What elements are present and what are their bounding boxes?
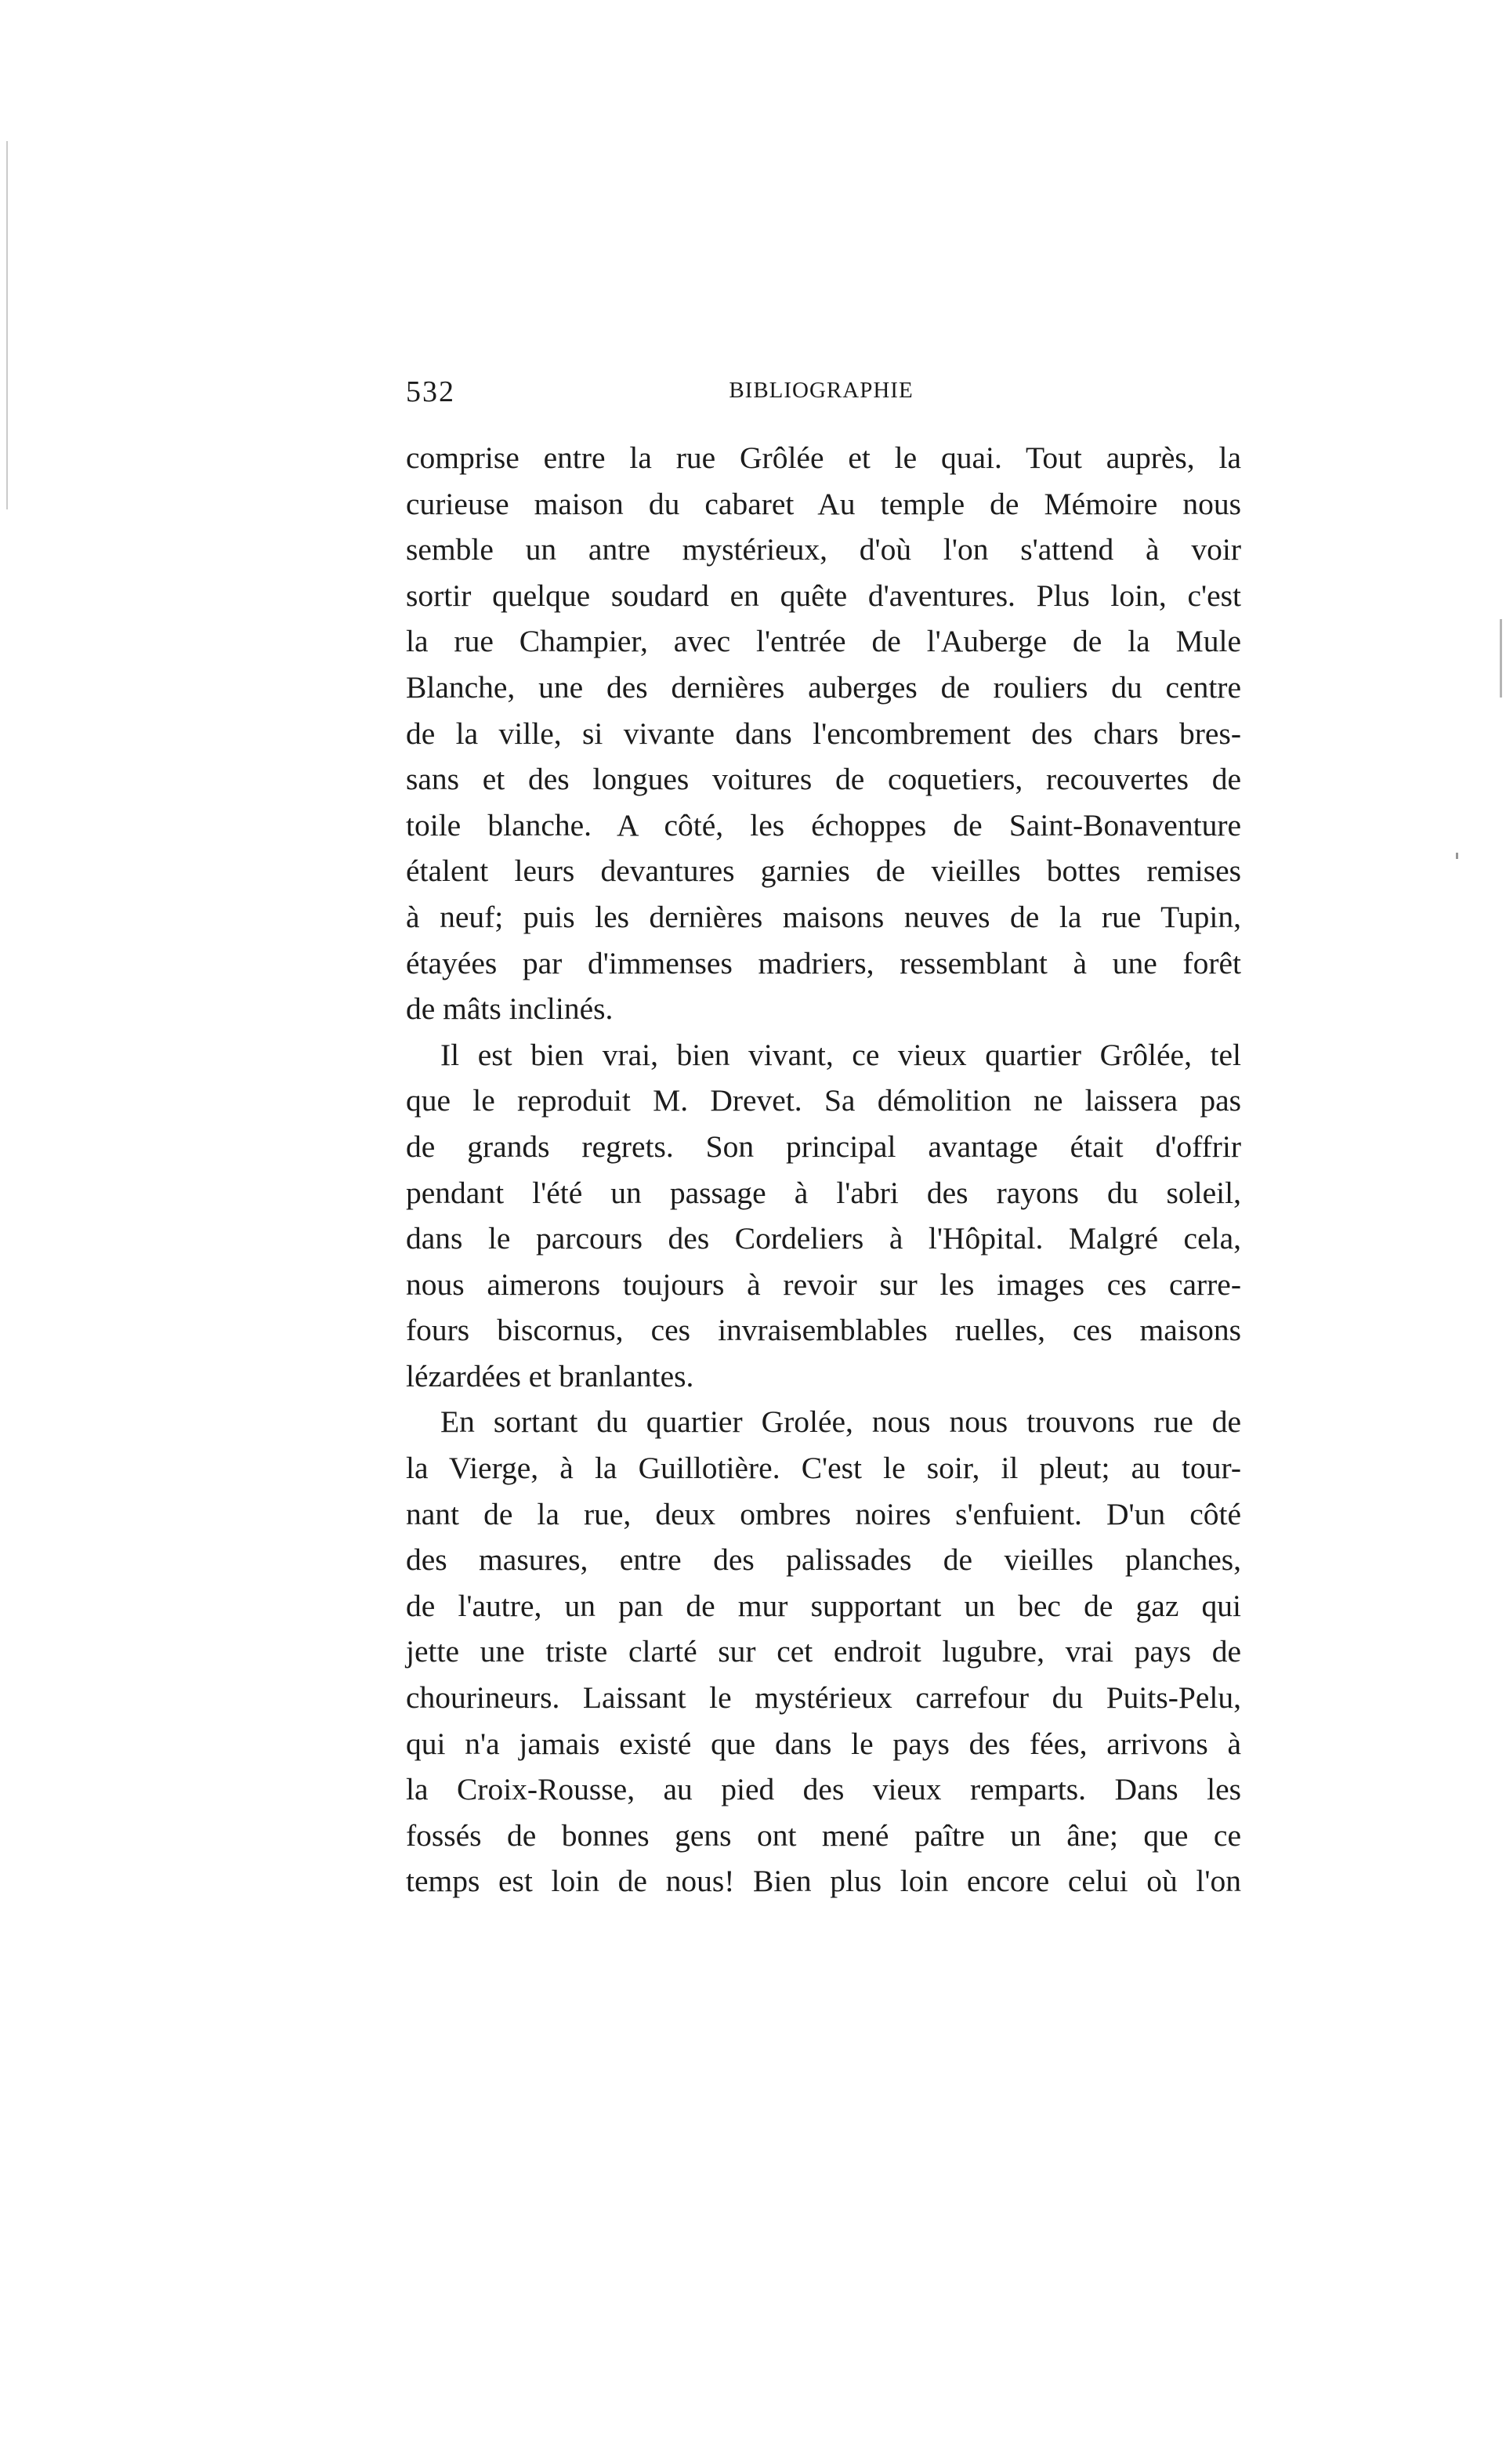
running-head: BIBLIOGRAPHIE (729, 378, 914, 403)
page-number: 532 (406, 375, 455, 408)
text-line: jette une triste clarté sur cet endroit lugubre, vrai pays de (406, 1634, 1241, 1669)
text-line: Il est bien vrai, bien vivant, ce vieux quartier Grôlée, tel (440, 1037, 1241, 1072)
text-line: pendant l'été un passage à l'abri des rayons du soleil, (406, 1175, 1241, 1210)
text-line: la Croix-Rousse, au pied des vieux remparts. Dans les (406, 1772, 1241, 1807)
paragraph (406, 1399, 1241, 1904)
text-line: curieuse maison du cabaret Au temple de Mémoire nous (406, 486, 1241, 521)
text-line: de mâts inclinés. (406, 991, 614, 1027)
text-line: étalent leurs devantures garnies de vieilles bottes remises (406, 853, 1241, 889)
scan-mark (1500, 619, 1502, 698)
paragraph (406, 1032, 1241, 1400)
text-line: la Vierge, à la Guillotière. C'est le soir, il pleut; au tour- (406, 1451, 1241, 1486)
text-line: chourineurs. Laissant le mystérieux carrefour du Puits-Pelu, (406, 1680, 1241, 1716)
text-line: sans et des longues voitures de coquetiers, recouvertes de (406, 762, 1241, 797)
text-line: nous aimerons toujours à revoir sur les images ces carre- (406, 1266, 1241, 1302)
text-line: de l'autre, un pan de mur supportant un bec de gaz qui (406, 1588, 1241, 1623)
text-line: de grands regrets. Son principal avantage était d'offrir (406, 1129, 1241, 1164)
text-line: Blanche, une des dernières auberges de rouliers du centre (406, 669, 1241, 705)
scan-mark (6, 141, 8, 509)
text-line: toile blanche. A côté, les échoppes de Saint-Bonaventure (406, 807, 1241, 842)
text-line: la rue Champier, avec l'entrée de l'Auberge de la Mule (406, 624, 1241, 659)
text-line: que le reproduit M. Drevet. Sa démolition ne laissera pas (406, 1083, 1241, 1118)
text-line: fossés de bonnes gens ont mené paître un âne; que ce (406, 1817, 1241, 1853)
text-line: fours biscornus, ces invraisemblables ruelles, ces maisons (406, 1313, 1241, 1348)
text-line: des masures, entre des palissades de vieilles planches, (406, 1542, 1241, 1578)
page-header (406, 375, 1236, 422)
text-line: En sortant du quartier Grolée, nous nous trouvons rue de (440, 1404, 1241, 1440)
paragraph (406, 435, 1241, 1032)
text-line: comprise entre la rue Grôlée et le quai. Tout auprès, la (406, 440, 1241, 475)
text-line: nant de la rue, deux ombres noires s'enfuient. D'un côté (406, 1496, 1241, 1531)
text-line: temps est loin de nous! Bien plus loin encore celui où l'on (406, 1864, 1241, 1899)
scan-mark (1456, 853, 1458, 859)
body-text (406, 435, 1241, 1904)
text-line: qui n'a jamais existé que dans le pays des fées, arrivons à (406, 1726, 1241, 1761)
text-line: lézardées et branlantes. (406, 1358, 694, 1393)
text-line: semble un antre mystérieux, d'où l'on s'attend à voir (406, 532, 1241, 567)
text-line: à neuf; puis les dernières maisons neuves de la rue Tupin, (406, 899, 1241, 934)
text-line: étayées par d'immenses madriers, ressemblant à une forêt (406, 945, 1241, 980)
text-line: de la ville, si vivante dans l'encombrement des chars bres- (406, 716, 1241, 751)
text-line: sortir quelque soudard en quête d'aventures. Plus loin, c'est (406, 578, 1241, 613)
text-line: dans le parcours des Cordeliers à l'Hôpital. Malgré cela, (406, 1221, 1241, 1256)
